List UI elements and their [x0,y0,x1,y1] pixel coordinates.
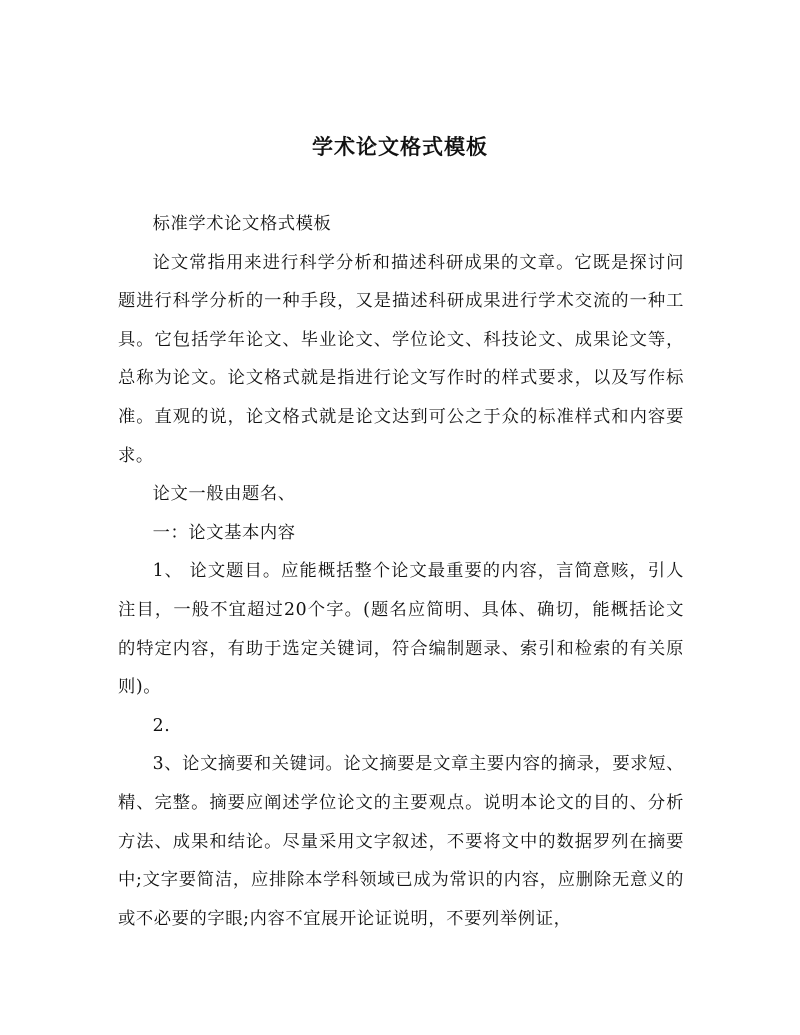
document-body [118,205,684,938]
paragraph-definition: 论文常指用来进行科学分析和描述科研成果的文章。它既是探讨问题进行科学分析的一种手段，又是描述科研成果进行学术交流的一种工具。它包括学年论文、毕业论文、学位论文、科技论文、成果论文等，总称为论文。论文格式就是指进行论文写作时的样式要求，以及写作标准。直观的说，论文格式就是论文达到可公之于众的标准样式和内容要求。 [118,252,684,466]
section-heading-basic-content: 一：论文基本内容 [152,522,296,543]
paragraph-item-1-title: 1、 论文题目。应能概括整个论文最重要的内容，言简意赅，引人注目，一般不宜超过20个字。(题名应简明、具体、确切，能概括论文的特定内容，有助于选定关键词，符合编制题录、索引和检索的有关原则)。 [118,561,684,698]
paragraph-item-3-abstract: 3、论文摘要和关键词。论文摘要是文章主要内容的摘录，要求短、精、完整。摘要应阐述学位论文的主要观点。说明本论文的目的、分析方法、成果和结论。尽量采用文字叙述，不要将文中的数据罗列在摘要中;文字要简洁，应排除本学科领域已成为常识的内容，应删除无意义的或不必要的字眼;内容不宜展开论证说明，不要列举例证， [118,754,684,929]
paragraph-composition: 论文一般由题名、 [152,484,296,505]
paragraph-subtitle: 标准学术论文格式模板 [152,214,332,234]
paragraph-item-2: 2. [152,715,171,736]
document-title: 学术论文格式模板 [312,135,488,159]
